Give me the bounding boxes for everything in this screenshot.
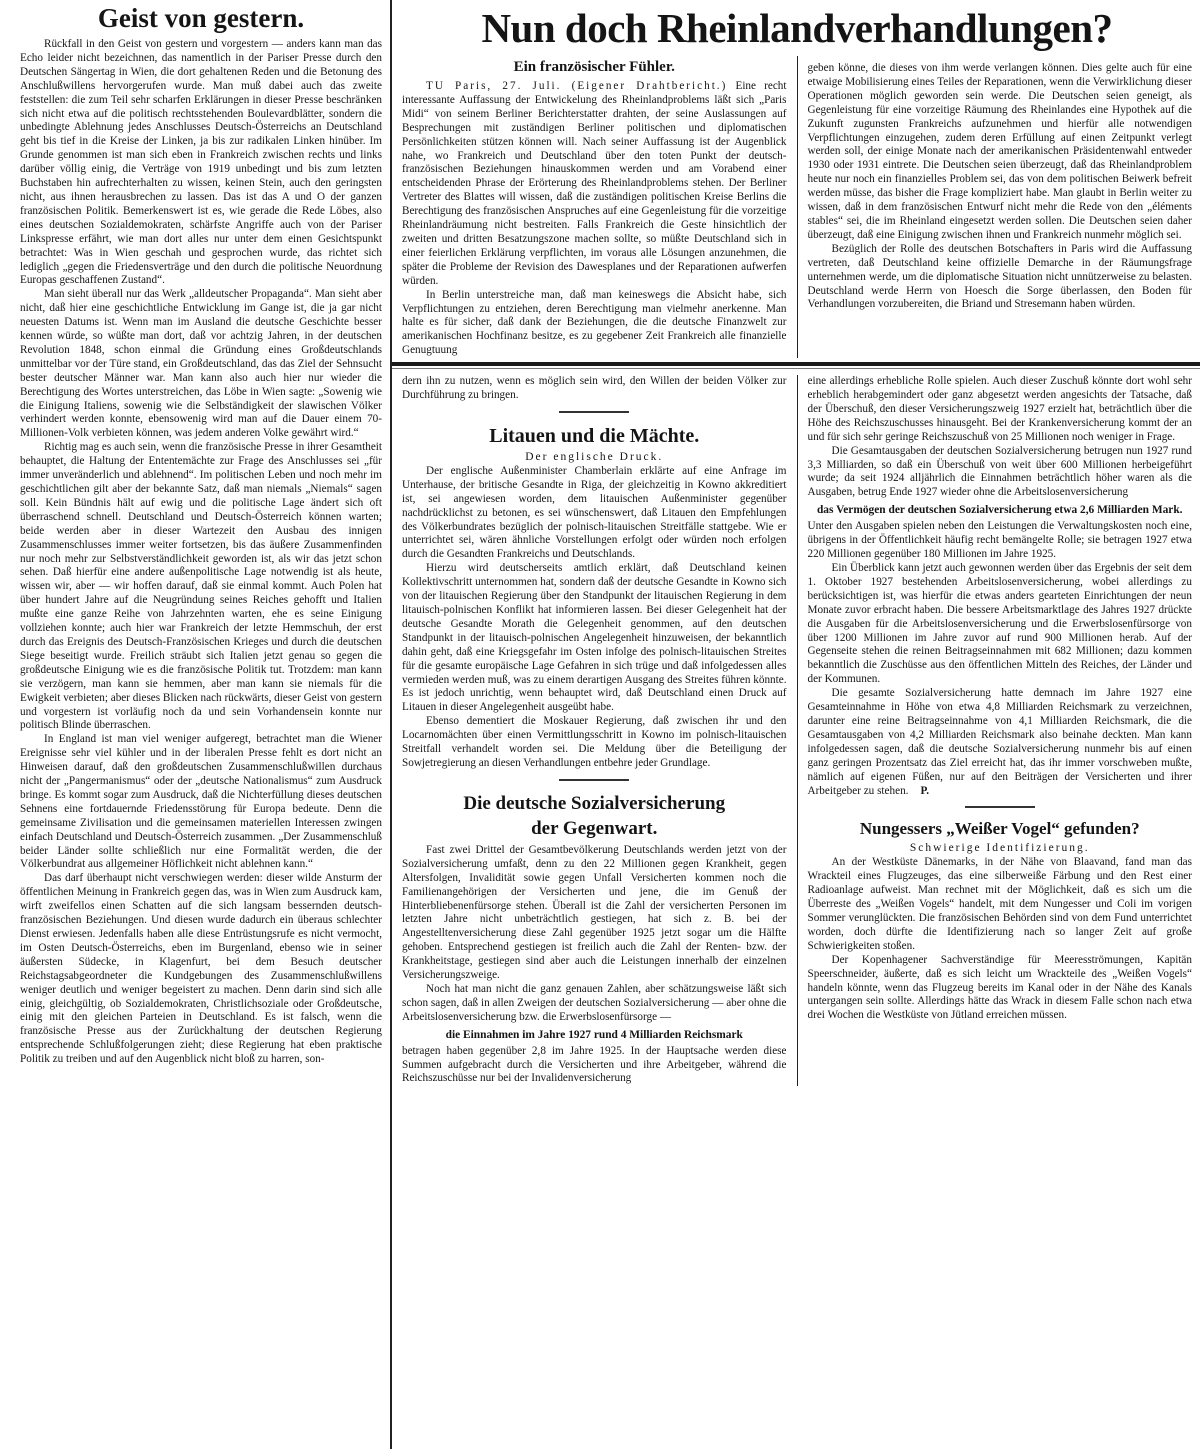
headline: Nun doch Rheinlandverhandlungen? — [481, 5, 1113, 51]
article-geist-von-gestern — [0, 0, 390, 1449]
article-rheinland — [402, 56, 1192, 358]
article-paragraph: Unter den Ausgaben spielen neben den Leistungen die Verwaltungskosten noch eine, übrigens in der Öffentlichkeit häufig recht bemängelte Rolle; sie betragen 1927 etwa 220 Millionen gegenüber 180 Millionen im Jahre 1925. — [807, 520, 1192, 561]
divider — [559, 411, 629, 413]
article-paragraph — [402, 80, 787, 289]
dateline: TU Paris, 27. Juli. (Eigener Drahtbericht.) — [426, 80, 728, 92]
article-title-litauen: Litauen und die Mächte. — [489, 424, 700, 447]
article-paragraph: Noch hat man nicht die ganz genauen Zahlen, aber schätzungsweise läßt sich schon sagen, daß in allen Zweigen der deutschen Sozialversicherung — aber ohne die Arbeitslosenversicherung bzw. die Erwerbslosenfürsorge — — [402, 982, 787, 1023]
divider — [559, 779, 629, 781]
divider — [965, 806, 1035, 808]
article-paragraph: Richtig mag es auch sein, wenn die französische Presse in ihrer Gesamtheit behauptet, die Haltung der Ententemächte zur Frage des Anschlusses sei „für immer unveränderlich und ablehnend“. Im politischen Leben und noch mehr im geschichtlichen gilt aber der bekannte Satz, daß man niemals „Niemals“ sagen soll. Kein Bündnis hält auf ewig und die politische Lage ändert sich oft überraschend schnell. Deutschland und Deutsch-Österreich können warten; beide werden aber in dieser Wartezeit den Ausbau des innigen Zusammenschlusses immer weiter fortsetzen, bis das äußere Zusammenfinden nur noch mehr zur Selbstverständlichkeit geworden ist, als wir das jetzt schon sehen. Daß hierfür eine andere außenpolitische Lage notwendig ist als heute, wissen wir, aber — wir hoffen darauf, daß sie einmal kommt. Auch Polen hat über hundert Jahre auf die Neugründung seines Reiches gehofft und Italien mußte eine ganze Reihe von Jahrzehnten warten, ehe es seine Einigung vollziehen konnte; auch hier war Frankreich der letzte Hemmschuh, der erst durch das Ereignis des Deutsch-Französischen Krieges und durch die deutschen Siege beseitigt wurde. Freilich sträubt sich Italien jetzt genau so gegen die großdeutsche Einigung wie es die französische Politik tut. Trotzdem: man kann sie verzögern, man kann sie hemmen, aber man kann sie niemals für die Ewigkeit verbieten; aber dieses Blicken nach rückwärts, dieser Geist von gestern und vorgestern ist vorläufig noch da und sein Vorhandensein konnte nur politisch Blinde überraschen. — [20, 441, 382, 732]
article-paragraph: Der Kopenhagener Sachverständige für Meeresströmungen, Kapitän Speerschneider, äußerte, daß es sich leicht um Wrackteile des „Weißen Vogels“ handeln könnte, wenn das Flugzeug bereits im Kanal oder in der Nähe des Kanals untergangen sein sollte. Allerdings hätte das Wrack in diesem Falle schon nach etwa drei Wochen die Westküste von Jütland erreichen müssen. — [807, 953, 1192, 1022]
lower-middle-column — [402, 375, 787, 1086]
paragraph-text: Die gesamte Sozialversicherung hatte demnach im Jahre 1927 eine Gesamteinnahme in Höhe von etwa 4,8 Milliarden Reichsmark zu verzeichnen, darunter eine reine Beitragseinnahme von 4,1 Milliarden Reichsmark, die die Gesamtausgaben von 4,2 Milliarden Reichsmark also beinahe deckten. Man kann infolgedessen sagen, daß die deutsche Sozialversicherung nunmehr bis auf einen ganz geringen Prozentsatz das Ziel erreicht hat, das ihr immer vorschweben mußte, nämlich auf eigenen Füßen, nur auf den Beiträgen der Versicherten und ihrer Arbeitgeber zu stehen. — [807, 687, 1192, 797]
title-line: Die deutsche Sozialversicherung — [463, 792, 726, 814]
title-line: der Gegenwart. — [531, 817, 658, 839]
article-paragraph: Hierzu wird deutscherseits amtlich erklärt, daß Deutschland keinen Kollektivschritt unternommen hat, sondern daß der deutsche Gesandte in Kowno sich von der litauischen Regierung über den Standpunkt der litauischen Regierung in dem litauisch-polnischen Konflikt hat informieren lassen. Bei dieser Gelegenheit hat der deutsche Gesandte Morath die Gelegenheit genommen, auf den deutschen Standpunkt in der litauisch-polnischen Angelegenheit hinzuweisen, der bekanntlich dahin geht, daß eine Kriegsgefahr im Osten infolge des polnisch-litauischen Streites für die gesamte europäische Lage Gefahren in sich trüge und daß infolgedessen alles vermieden werden muß, was zu einem derartigen Ausgang des Streites führen könnte. Es ist jedoch unrichtig, wenn behauptet wird, daß Deutschland einen Druck auf Litauen in dieser Angelegenheit ausgeübt habe. — [402, 562, 787, 714]
article-subtitle: Schwierige Identifizierung. — [909, 842, 1090, 855]
article-subtitle: Ein französischer Fühler. — [513, 59, 675, 75]
article-paragraph: Ein Überblick kann jetzt auch gewonnen werden über das Ergebnis der seit dem 1. Oktober 1927 bestehenden Arbeitslosenversicherung, wobei allerdings zu berücksichtigen ist, was hierfür die etwas anders gearteten Einrichtungen der neun Monate zuvor erbracht haben. Die bessere Arbeitsmarktlage des Jahres 1927 drückte die Ausgaben für die Arbeitslosenversicherung und die Erwerbslosenfürsorge von über 1200 Millionen im Jahre zuvor auf rund 900 Millionen herab. Auf der Gegenseite stehen die reinen Beitragseinnahmen mit 682 Millionen; dazu kommen bekanntlich die Zuschüsse aus den öffentlichen Mitteln des Reiches, der Länder und der Kommunen. — [807, 562, 1192, 686]
article-rheinland-col2 — [808, 56, 1193, 358]
article-paragraph: An der Westküste Dänemarks, in der Nähe von Blaavand, fand man das Wrackteil eines Flugzeuges, das eine silberweiße Färbung und den Rest einer Radioanlage aufweist. Man rechnet mit der Möglichkeit, daß es sich um die Überreste des „Weißen Vogels“ handelt, mit dem Nungesser und Coli im vorigen Sommer verunglückten. Die französischen Behörden sind von dem Fund unterrichtet worden, doch dürfte die Identifizierung nach so langer Zeit auf große Schwierigkeiten stoßen. — [807, 856, 1192, 952]
article-subtitle: Der englische Druck. — [525, 450, 664, 463]
column-rule-lower-mid — [797, 375, 798, 1086]
article-paragraph — [808, 687, 1193, 798]
paragraph-text: Eine recht interessante Auffassung der Entwickelung des Rheinlandproblems läßt sich „Paris Midi“ von seinem Berliner Berichterstatter drahten, der seine Auslassungen auf Besprechungen mit zuständigen Berliner politischen und diplomatischen Persönlichkeiten stützen können will. Nach seiner Auffassung ist der Augenblick nahe, wo Frankreich und Deutschland über den toten Punkt der deutsch-französischen Beziehungen hinauskommen werden und am Vorabend einer entscheidenden Phrase der Erörterung des Rheinlandproblems stehen. Der Berliner Vertreter des Blattes will wissen, daß die zuständigen politischen Kreise Berlins die Berechtigung des französischen Anspruches auf eine Gegenleistung für die vorzeitige Rheinlandräumung nicht bestreiten. Falls Frankreich die Geste hinsichtlich der zweiten und dritten Besatzungszone machen sollte, so müßte Deutschland sich in einer feierlichen Erklärung verpflichten, im voraus alle Lösungen anzunehmen, die später die Probleme der Revision des Dawesplanes und der Reparationen aufwerfen würden. — [402, 80, 787, 287]
highlight-statement: das Vermögen der deutschen Sozialversicherung etwa 2,6 Milliarden Mark. — [816, 504, 1183, 517]
continuation-text: dern ihn zu nutzen, wenn es möglich sein wird, den Willen der beiden Völker zur Durchführung zu bringen. — [402, 375, 787, 402]
lower-section — [402, 375, 1192, 1086]
article-paragraph: In Berlin unterstreiche man, daß man keineswegs die Absicht habe, sich Verpflichtungen zu entziehen, deren Berechtigung man vielmehr anerkenne. Man halte es für sicher, daß dank der Beziehungen, die die deutsche Finanzwelt zur amerikanischen Hochfinanz besitze, es zu gegebener Zeit Frankreich alle finanzielle Genugtuung — [402, 288, 787, 357]
article-paragraph: eine allerdings erhebliche Rolle spielen. Auch dieser Zuschuß könnte dort wohl sehr erheblich herabgemindert oder ganz abgesetzt werden angesichts der Tatsache, daß der Überschuß, den dieser Versicherungszweig 1927 erzielt hat, beträchtlich über die Höhe des Reichszuschusses hinausgeht. Bei der Krankenversicherung kommt der an und für sich sehr geringe Reichszuschuß von 25 Millionen noch weniger in Frage. — [807, 375, 1192, 443]
section-divider-rheinland-thin — [392, 368, 1200, 369]
article-paragraph: betragen haben gegenüber 2,8 im Jahre 1925. In der Hauptsache werden diese Summen aufgebracht durch die Versicherten und ihre Arbeitgeber, während die Reichszuschüsse nur bei der Invalidenversicherung — [402, 1044, 787, 1085]
lower-right-column — [808, 375, 1193, 1086]
section-divider-rheinland — [392, 362, 1200, 366]
article-paragraph: Bezüglich der Rolle des deutschen Botschafters in Paris wird die Auffassung vertreten, daß Deutschland keine offizielle Demarche in der Räumungsfrage unternehmen werde, um die diplomatische Situation nicht unnützerweise zu belasten. Deutschland werde Herrn von Hoesch die Sorge überlassen, den Boden für Verhandlungen vorzubereiten, die Briand und Stresemann haben würden. — [807, 242, 1192, 311]
highlight-statement: die Einnahmen im Jahre 1927 rund 4 Milliarden Reichsmark — [445, 1028, 743, 1041]
article-title-sozialversicherung — [402, 791, 787, 841]
author-signature: P. — [920, 784, 930, 797]
column-rule-rheinland-mid — [797, 56, 798, 358]
article-paragraph: geben könne, die dieses von ihm werde verlangen können. Dies gelte auch für eine etwaige Mobilisierung eines Teiles der Reparationen, wenn die Verwirklichung dieser Operationen möglich geworden sein werde. Die Deutschen seien geneigt, als Gegenleistung für eine vorzeitige Räumung des Rheinlandes eine Hypothek auf die Zukunft zugunsten Frankreichs aufzunehmen und hierfür alle notwendigen Verpflichtungen einzugehen, zudem deren Erfüllung auf einen Zeitpunkt verlegt werden soll, der einige Monate nach der amerikanischen Präsidentenwahl entweder 1930 oder 1931 eintrete. Die Deutschen seien überzeugt, daß das Rheinlandproblem heute nur noch ein finanzielles Problem sei, das von dem politischen Beiwerk befreit werden müsse, das bisher die Frage kompliziert habe. Man glaubt in Berlin weiter zu wissen, daß in dem französischen Entwurf nicht mehr die Rede von den „éléments stables“ sei, die im Rheinland eingesetzt werden sollen. Die Deutschen seien daher überzeugt, daß eine Einigung zwischen ihnen und Frankreich nunmehr möglich sei. — [807, 62, 1192, 241]
article-title: Geist von gestern. — [97, 3, 305, 33]
article-paragraph: Die Gesamtausgaben der deutschen Sozialversicherung betrugen nun 1927 rund 3,3 Milliarden, so daß ein Überschuß von weit über 600 Millionen herbeigeführt wurde; da seit 1924 alljährlich die Einnahmen beträchtlich höher waren als die Ausgaben, betrug Ende 1927 wieder ohne die Arbeitslosenversicherung — [807, 444, 1192, 499]
article-paragraph: Das darf überhaupt nicht verschwiegen werden: dieser wilde Ansturm der öffentlichen Meinung in Frankreich gegen das, was in Wien zum Ausdruck kam, wirft zweifellos einen Schatten auf die sich langsam bessernden deutsch-französischen Beziehungen. Und diesen wurde dadurch ein überaus schlechter Dienst erwiesen. Jedenfalls haben alle diese Entrüstungsrufe es nicht vermocht, im Osten Deutsch-Österreichs, eben im Burgenland, ebenso wie in seiner äußersten Südecke, in Klagenfurt, bei dem Besuch deutscher Reichstagsabgeordneter die Kundgebungen des Zusammenschlußwillens weniger deutlich und weniger begeistert zu machen. Denn darin sind sich alle einig, gleichgültig, ob Sozialdemokraten, Christlichsoziale oder Großdeutsche, einig mit den gleichen Parteien in Deutschland. Es ist falsch, wenn die französische Presse aus der Zurückhaltung der deutschen Regierung entsprechende Schlußfolgerungen zieht; diese Regierung hat eben praktische Politik zu treiben und auf den Augenblick nicht bloß zu harren, son- — [20, 872, 382, 1066]
article-paragraph: Man sieht überall nur das Werk „alldeutscher Propaganda“. Man sieht aber nicht, daß hier eine geschichtliche Entwicklung im Gange ist, die ja gar nicht neuesten Datums ist. Wenn man im Ausland die deutsche Geschichte besser kennen würde, so wüßte man dort, daß vor achtzig Jahren, in der deutschen Revolution 1848, schon einmal die Gründung eines Großdeutschlands unmittelbar vor der Türe stand, ein Großdeutschland, das das Ziel der Sehnsucht bester deutscher Männer war. Man kann also auch hier nur wieder die Berechtigung des Wortes unterstreichen, das Löbe in Wien sagte: „Sowenig wie die Einigung Italiens, sowenig wie die Selbständigkeit der slawischen Völker verhindert werden konnte, ebensowenig wird man auf die Dauer einem 70-Millionen-Volk verbieten können, was jedem anderen Volke gewährt wird.“ — [20, 288, 382, 440]
article-title-nungesser: Nungessers „Weißer Vogel“ gefunden? — [859, 819, 1140, 839]
article-rheinland-col1 — [402, 56, 787, 358]
article-paragraph: Rückfall in den Geist von gestern und vorgestern — anders kann man das Echo leider nicht bezeichnen, das namentlich in der Pariser Presse durch den Deutschen Sängertag in Wien, die dort gehaltenen Reden und die Betonung des Anschlußwillens hervorgerufen wurde. Man muß dabei auch das zweite feststellen: die zum Teil sehr scharfen Erklärungen in dieser Presse beschränken sich nicht etwa auf die politisch rechtsstehenden Boulevardblätter, sondern die unbedingte Ablehnung jedes Anschlusses Deutsch-Österreichs an Deutschland geht bis tief in die Kreise der Linken, ja bis zur radikalen Linken hinüber. Im Grunde genommen ist man sich eben in Frankreich zwischen rechts und links darüber völlig einig, die Verträge von 1919 unbedingt und bis zum letzten Buchstaben hin aufrechterhalten zu wissen, keinen Stein, auch den geringsten nicht, aus ihnen herausbrechen zu lassen. Das ist das A und O der ganzen französischen Politik. Bemerkenswert ist es, wie gerade die Rede Löbes, also eines deutschen Sozialdemokraten, schärfste Angriffe auch von der Pariser Linkspresse erfährt, wie man dort alles nur unter dem einen Gesichtspunkt betrachtet: Was in Wien geschah und gesprochen wurde, das richtet sich lediglich „gegen die Friedensverträge und den durch die politische Neuordnung Europas geschaffenen Zustand“. — [20, 38, 382, 287]
article-paragraph: In England ist man viel weniger aufgeregt, betrachtet man die Wiener Ereignisse sehr viel kühler und in der liberalen Presse fehlt es dort nicht an Hinweisen darauf, daß den großdeutschen Zusammenschlußwillen durchaus nicht der „Pangermanismus“ oder der „deutsche Nationalismus“ zum Ausdruck bringe. Es kommt sogar zum Ausdruck, daß die Nichterfüllung dieses deutschen Sehnens eine fortdauernde Friedensstörung für Europa bedeute. Denn die gemeinsame Zivilisation und die gemeinsamen materiellen Interessen zwingen einfach Deutschland und Deutsch-Österreich zusammen. „Der Zusammenschluß beider Länder sollte schließlich nur eine Formalität werden, die der Völkerbundrat aus allgemeiner Höflichkeit nicht ablehnen kann.“ — [20, 733, 382, 871]
right-section — [392, 0, 1200, 1449]
article-paragraph: Fast zwei Drittel der Gesamtbevölkerung Deutschlands werden jetzt von der Sozialversicherung umfaßt, denn zu den 22 Millionen gegen Krankheit, gegen Altersfolgen, Invalidität sowie gegen Unfall Versicherten kommen noch die Familienangehörigen der Versicherten und jene, die im Genuß der Hinterbliebenenfürsorge stehen. Überall ist die Zahl der versicherten Personen im letzten Jahre nicht unbeträchtlich gestiegen, hat sich z. B. bei der Angestelltenversicherung diese Zahl gegenüber 1925 jetzt sogar um die Hälfte gehoben. Entsprechend gestiegen ist freilich auch die Zahl der Renten- bzw. der Krankheitstage, gestiegen sind aber auch die Leistungen innerhalb der einzelnen Versicherungszweige. — [402, 843, 787, 982]
article-paragraph: Ebenso dementiert die Moskauer Regierung, daß zwischen ihr und den Locarnomächten über einen Vermittlungsschritt in Kowno im polnisch-litauischen Streitfall verhandelt worden sei. Die Meldung über die Beteiligung der Sowjetregierung an diesen Verhandlungen entbehre jeder Grundlage. — [402, 715, 787, 769]
article-paragraph: Der englische Außenminister Chamberlain erklärte auf eine Anfrage im Unterhause, der britische Gesandte in Riga, der gleichzeitig in Kowno akkreditiert ist, sei angewiesen worden, dem litauischen Außenminister gegenüber nachdrücklichst zu betonen, es sei wünschenswert, daß Litauen den Empfehlungen des Völkerbundrates bezüglich der polnisch-litauischen Streitfälle stattgebe. Wie er unterrichtet sei, wären ähnliche Vorstellungen erfolgt oder würden noch erfolgen durch die Gesandten Frankreichs und Deutschlands. — [402, 464, 787, 561]
